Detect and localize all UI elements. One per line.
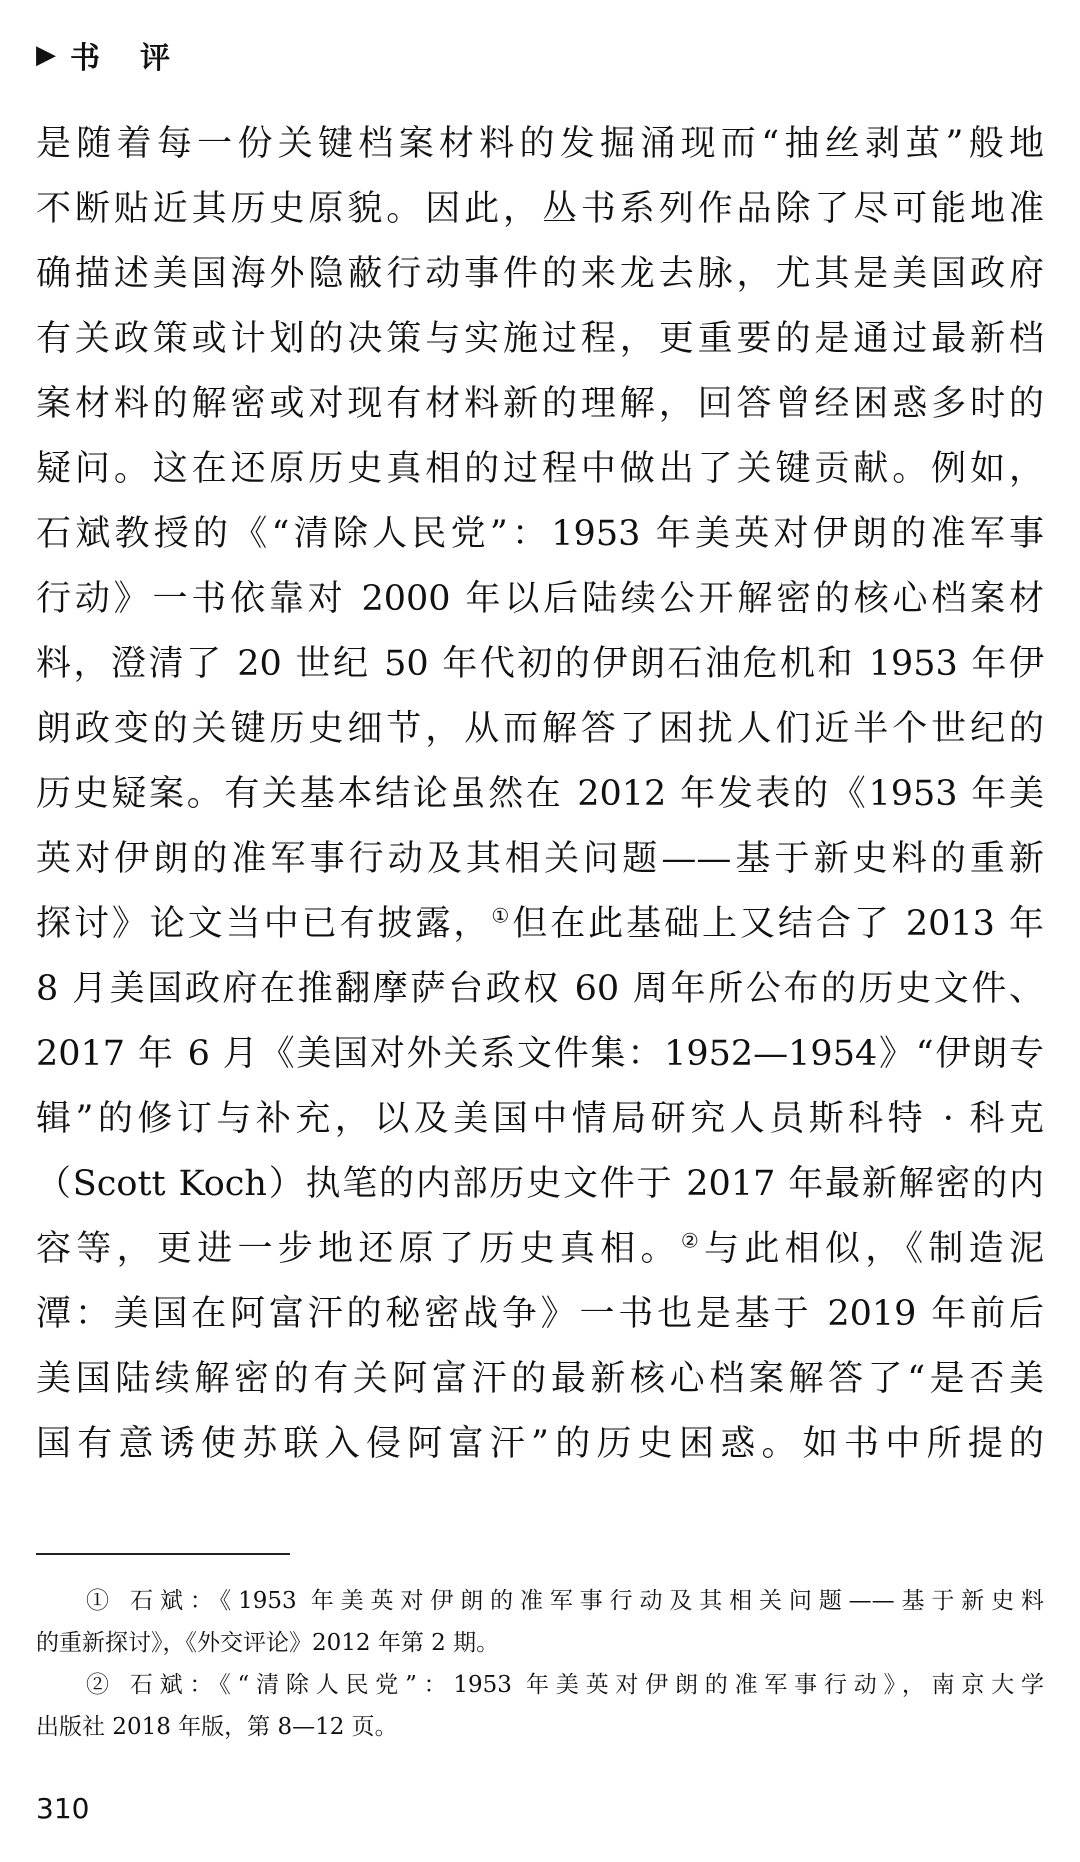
body-line: 美国陆续解密的有关阿富汗的最新核心档案解答了“是否美 xyxy=(36,1359,1044,1399)
body-line: 石斌教授的《“清除人民党”：1953 年美英对伊朗的准军事 xyxy=(36,514,1044,554)
triangle-marker-icon: ▶ xyxy=(36,40,56,70)
section-title: 书评 xyxy=(70,41,210,76)
footnote-ref-1[interactable]: ① xyxy=(491,903,513,928)
body-line: 确描述美国海外隐蔽行动事件的来龙去脉，尤其是美国政府 xyxy=(36,254,1044,294)
body-line: （Scott Koch）执笔的内部历史文件于 2017 年最新解密的内 xyxy=(36,1164,1044,1204)
body-line: 潭：美国在阿富汗的秘密战争》一书也是基于 2019 年前后 xyxy=(36,1294,1044,1334)
body-line: 不断贴近其历史原貌。因此，丛书系列作品除了尽可能地准 xyxy=(36,189,1044,229)
body-line: 行动》一书依靠对 2000 年以后陆续公开解密的核心档案材 xyxy=(36,579,1044,619)
body-line: 疑问。这在还原历史真相的过程中做出了关键贡献。例如， xyxy=(36,449,1044,489)
body-text-segment: 与此相似，《制造泥 xyxy=(704,1229,1044,1269)
footnote-2-line: 出版社 2018 年版，第 8—12 页。 xyxy=(36,1714,398,1740)
footnote-divider xyxy=(36,1553,290,1555)
body-text-segment: 容等，更进一步地还原了历史真相。 xyxy=(36,1229,681,1269)
running-header xyxy=(36,30,210,80)
footnote-1-line: ① 石斌：《1953 年美英对伊朗的准军事行动及其相关问题——基于新史料 xyxy=(86,1588,1044,1614)
footnotes xyxy=(36,1580,1044,1748)
body-line: 历史疑案。有关基本结论虽然在 2012 年发表的《1953 年美 xyxy=(36,774,1044,814)
body-line: 辑”的修订与补充，以及美国中情局研究人员斯科特 · 科克 xyxy=(36,1099,1044,1139)
body-line: 料，澄清了 20 世纪 50 年代初的伊朗石油危机和 1953 年伊 xyxy=(36,644,1044,684)
body-line: 国有意诱使苏联入侵阿富汗”的历史困惑。如书中所提的 xyxy=(36,1424,1044,1464)
body-line: 有关政策或计划的决策与实施过程，更重要的是通过最新档 xyxy=(36,319,1044,359)
body-line: 8 月美国政府在推翻摩萨台政权 60 周年所公布的历史文件、 xyxy=(36,969,1044,1009)
body-line: 案材料的解密或对现有材料新的理解，回答曾经困惑多时的 xyxy=(36,384,1044,424)
body-text-segment: 探讨》论文当中已有披露， xyxy=(36,904,492,944)
body-line: 朗政变的关键历史细节，从而解答了困扰人们近半个世纪的 xyxy=(36,709,1044,749)
body-line-with-footnote xyxy=(36,1217,1044,1282)
footnote-1-line: 的重新探讨》，《外交评论》2012 年第 2 期。 xyxy=(36,1630,500,1656)
body-line: 2017 年 6 月《美国对外关系文件集：1952—1954》“伊朗专 xyxy=(36,1034,1044,1074)
body-paragraph xyxy=(36,112,1044,1477)
body-line: 英对伊朗的准军事行动及其相关问题——基于新史料的重新 xyxy=(36,839,1044,879)
body-text-segment: 但在此基础上又结合了 2013 年 xyxy=(512,904,1044,944)
body-line: 是随着每一份关键档案材料的发掘涌现而“抽丝剥茧”般地 xyxy=(36,124,1044,164)
page-number: 310 xyxy=(36,1792,90,1825)
footnote-2-line: ② 石斌：《“清除人民党”：1953 年美英对伊朗的准军事行动》，南京大学 xyxy=(86,1672,1044,1698)
body-line-with-footnote xyxy=(36,892,1044,957)
footnote-ref-2[interactable]: ② xyxy=(680,1228,705,1253)
